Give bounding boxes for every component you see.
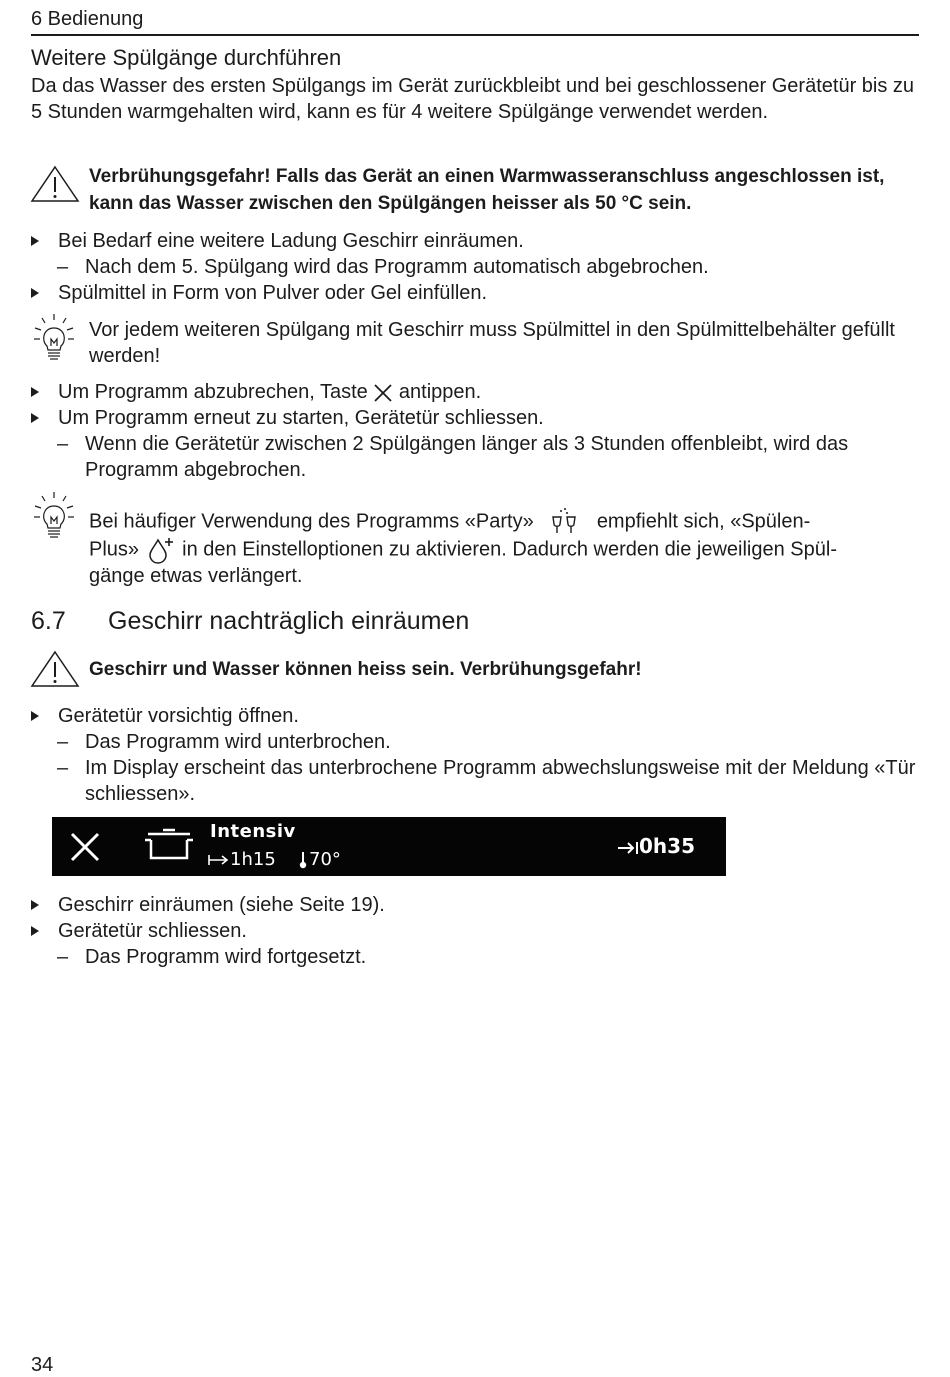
bullet-arrow-icon [31,711,39,721]
subsection-title: Weitere Spülgänge durchführen [31,45,342,70]
program-temperature: 70° [297,849,341,870]
program-name: Intensiv [210,821,296,842]
party-glasses-icon [547,507,583,537]
cancel-x-icon [52,817,118,876]
page-number: 34 [31,1354,54,1376]
header-rule [31,34,919,36]
lightbulb-tip-icon [30,490,78,540]
bullet-arrow-icon [31,926,39,936]
intro-paragraph: Da das Wasser des ersten Spülgangs im Gerät zurückbleibt und bei geschlossener Gerätetür bis zu 5 Stunden warmgehalten wird, kann es für 4 weitere Spülgänge verwendet werden. [31,75,915,123]
warning-icon [30,650,80,688]
hot-warning: Geschirr und Wasser können heiss sein. Verbrühungsgefahr! [89,659,642,680]
duration-icon [208,853,230,867]
section-number: 6.7 [31,607,66,635]
thermometer-icon [297,851,309,869]
rinse-plus-drop-icon [147,536,175,564]
tip-party-line1: Bei häufiger Verwendung des Programms «Party» empfiehlt sich, «Spülen- [89,507,919,537]
bullet-arrow-icon [31,387,39,397]
remaining-time: 0h35 [617,834,695,858]
bullet-arrow-icon [31,413,39,423]
bullet-arrow-icon [31,900,39,910]
scald-warning: Verbrühungsgefahr! Falls das Gerät an einen Warmwasseranschluss angeschlossen ist, kann das Wasser zwischen den Spülgängen heisser als 50 °C sein. [89,166,885,214]
appliance-display [52,817,726,876]
bullet-arrow-icon [31,288,39,298]
bullet-arrow-icon [31,236,39,246]
pot-program-icon [144,827,194,865]
lightbulb-tip-icon [30,312,78,362]
tip-party-line3: gänge etwas verlängert. [89,565,303,587]
remaining-time-icon [617,840,639,856]
cancel-x-icon [373,383,393,403]
tip-detergent: Vor jedem weiteren Spülgang mit Geschirr muss Spülmittel in den Spülmittelbehälter gefüllt werden! [89,319,895,367]
tip-party-line2: Plus» in den Einstelloptionen zu aktivieren. Dadurch werden die jeweiligen Spül- [89,536,919,564]
chapter-header: 6 Bedienung [31,8,144,30]
program-duration: 1h15 [208,849,276,870]
section-title: Geschirr nachträglich einräumen [108,607,470,635]
warning-icon [30,165,80,203]
